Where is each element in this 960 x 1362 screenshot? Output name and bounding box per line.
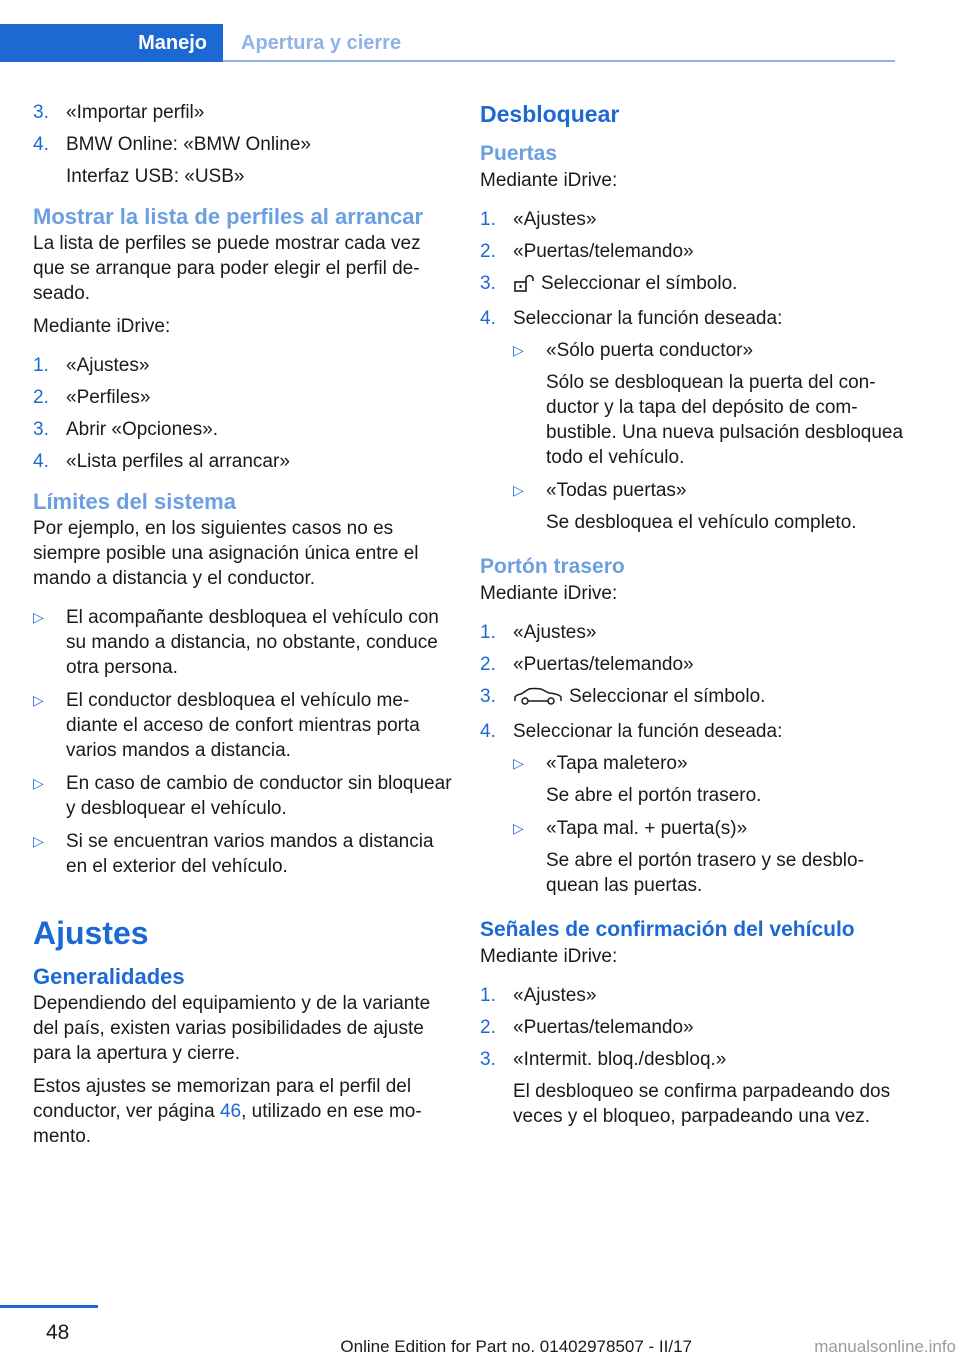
section-tab: Manejo xyxy=(0,24,223,62)
list-item: 3. Seleccionar el símbolo. xyxy=(480,684,910,712)
show-list-heading: Mostrar la lista de perfiles al arrancar xyxy=(33,204,424,229)
unlock-heading: Desbloquear xyxy=(480,101,620,127)
limits-para: Por ejemplo, en los siguientes casos no es siempre posible una asignación única entre el mando a distancia y el conductor. xyxy=(33,518,419,589)
limits-heading: Límites del sistema xyxy=(33,489,236,514)
right-column xyxy=(480,100,910,1143)
car-tailgate-icon xyxy=(513,687,563,712)
edition-text: Online Edition for Part no. 01402978507 - II/17 xyxy=(340,1337,692,1356)
limits-bullets xyxy=(33,605,453,879)
idrive-label: Mediante iDrive: xyxy=(480,946,618,967)
bullet-item: ▷ En caso de cambio de conductor sin bloquear y desbloquear el vehículo. xyxy=(33,773,452,819)
list-item: 2. «Puertas/telemando» xyxy=(480,654,694,675)
tailgate-options xyxy=(513,751,910,898)
list-item: 1. «Ajustes» xyxy=(480,985,597,1006)
triangle-bullet-icon: ▷ xyxy=(33,775,44,791)
header-rule xyxy=(223,60,895,62)
general-heading: Generalidades xyxy=(33,964,185,989)
list-item: 3. Seleccionar el símbolo. xyxy=(480,271,910,299)
settings-title: Ajustes xyxy=(33,915,149,951)
bullet-item: ▷ Si se encuentran varios mandos a distancia en el exterior del vehículo. xyxy=(33,831,434,877)
left-column xyxy=(33,100,453,1157)
list-item: 4. Seleccionar la función deseada: ▷ «Tapa maletero» Se abre el portón trasero. ▷ «Tapa mal. + puerta(s)» Se abre el portón trasero y se desbloquean las puertas. xyxy=(480,719,910,898)
page-link[interactable]: 46 xyxy=(219,1101,242,1122)
list-item: 2. «Puertas/telemando» xyxy=(480,1017,694,1038)
triangle-bullet-icon: ▷ xyxy=(513,755,524,771)
unlock-icon xyxy=(513,274,535,299)
general-para-2: Estos ajustes se memorizan para el perfil del conductor, ver página 46, utilizado en ese momento. xyxy=(33,1076,422,1147)
list-item: 1. «Ajustes» xyxy=(480,622,597,643)
idrive-label: Mediante iDrive: xyxy=(480,583,618,604)
page-header xyxy=(0,0,960,64)
list-item: 4. «Lista perfiles al arrancar» xyxy=(33,451,290,472)
list-item: 3. Abrir «Opciones». xyxy=(33,419,219,440)
bullet-item: ▷ «Todas puertas» Se desbloquea el vehículo completo. xyxy=(513,480,857,533)
triangle-bullet-icon: ▷ xyxy=(513,820,524,836)
list-item: 4. BMW Online: «BMW Online» Interfaz USB: «USB» xyxy=(33,134,311,187)
subsection-tab: Apertura y cierre xyxy=(241,32,402,54)
doors-steps xyxy=(480,207,910,535)
triangle-bullet-icon: ▷ xyxy=(513,342,524,358)
list-item: 2. «Puertas/telemando» xyxy=(480,241,694,262)
list-item: 3. «Importar perfil» xyxy=(33,102,205,123)
footer-rule xyxy=(0,1305,98,1308)
bullet-item: ▷ «Sólo puerta conductor» Sólo se desbloquean la puerta del conductor y la tapa del depósito de combustible. Una nueva pulsación desbloquea todo el vehículo. xyxy=(513,340,904,468)
triangle-bullet-icon: ▷ xyxy=(513,482,524,498)
list-item: 2. «Perfiles» xyxy=(33,387,151,408)
signals-steps xyxy=(480,983,910,1129)
page-number: 48 xyxy=(46,1321,70,1344)
triangle-bullet-icon: ▷ xyxy=(33,833,44,849)
profile-steps-cont xyxy=(33,100,453,189)
doors-options xyxy=(513,338,910,535)
triangle-bullet-icon: ▷ xyxy=(33,609,44,625)
bullet-item: ▷ «Tapa maletero» Se abre el portón trasero. xyxy=(513,753,762,806)
tailgate-heading: Portón trasero xyxy=(480,555,625,578)
watermark-text: manualsonline.info xyxy=(814,1337,956,1356)
triangle-bullet-icon: ▷ xyxy=(33,692,44,708)
signals-heading: Señales de confirmación del vehículo xyxy=(480,918,855,941)
idrive-label: Mediante iDrive: xyxy=(480,170,618,191)
list-item: 3. «Intermit. bloq./desbloq.» El desbloqueo se confirma parpadeando dos veces y el bloqueo, parpadeando una vez. xyxy=(480,1049,891,1127)
general-para-1: Dependiendo del equipamiento y de la variante del país, existen varias posibilidades de ajuste para la apertura y cierre. xyxy=(33,993,431,1064)
show-list-para: La lista de perfiles se puede mostrar cada vez que se arranque para poder elegir el perfil deseado. xyxy=(33,233,421,304)
tailgate-steps xyxy=(480,620,910,898)
idrive-label: Mediante iDrive: xyxy=(33,316,171,337)
list-item: 1. «Ajustes» xyxy=(33,355,150,376)
bullet-item: ▷ El conductor desbloquea el vehículo mediante el acceso de confort mientras porta varios mandos a distancia. xyxy=(33,690,420,761)
bullet-item: ▷ «Tapa mal. + puerta(s)» Se abre el portón trasero y se desbloquean las puertas. xyxy=(513,818,864,896)
bullet-item: ▷ El acompañante desbloquea el vehículo con su mando a distancia, no obstante, conduce otra persona. xyxy=(33,607,439,678)
show-list-steps xyxy=(33,353,453,474)
doors-heading: Puertas xyxy=(480,142,558,165)
list-item: 1. «Ajustes» xyxy=(480,209,597,230)
list-item: 4. Seleccionar la función deseada: ▷ «Sólo puerta conductor» Sólo se desbloquean la puerta del conductor y la tapa del depósito de combustible. Una nueva pulsación desbloquea todo el vehículo. ▷ «Todas puertas» Se desbloquea el vehículo completo. xyxy=(480,306,910,535)
